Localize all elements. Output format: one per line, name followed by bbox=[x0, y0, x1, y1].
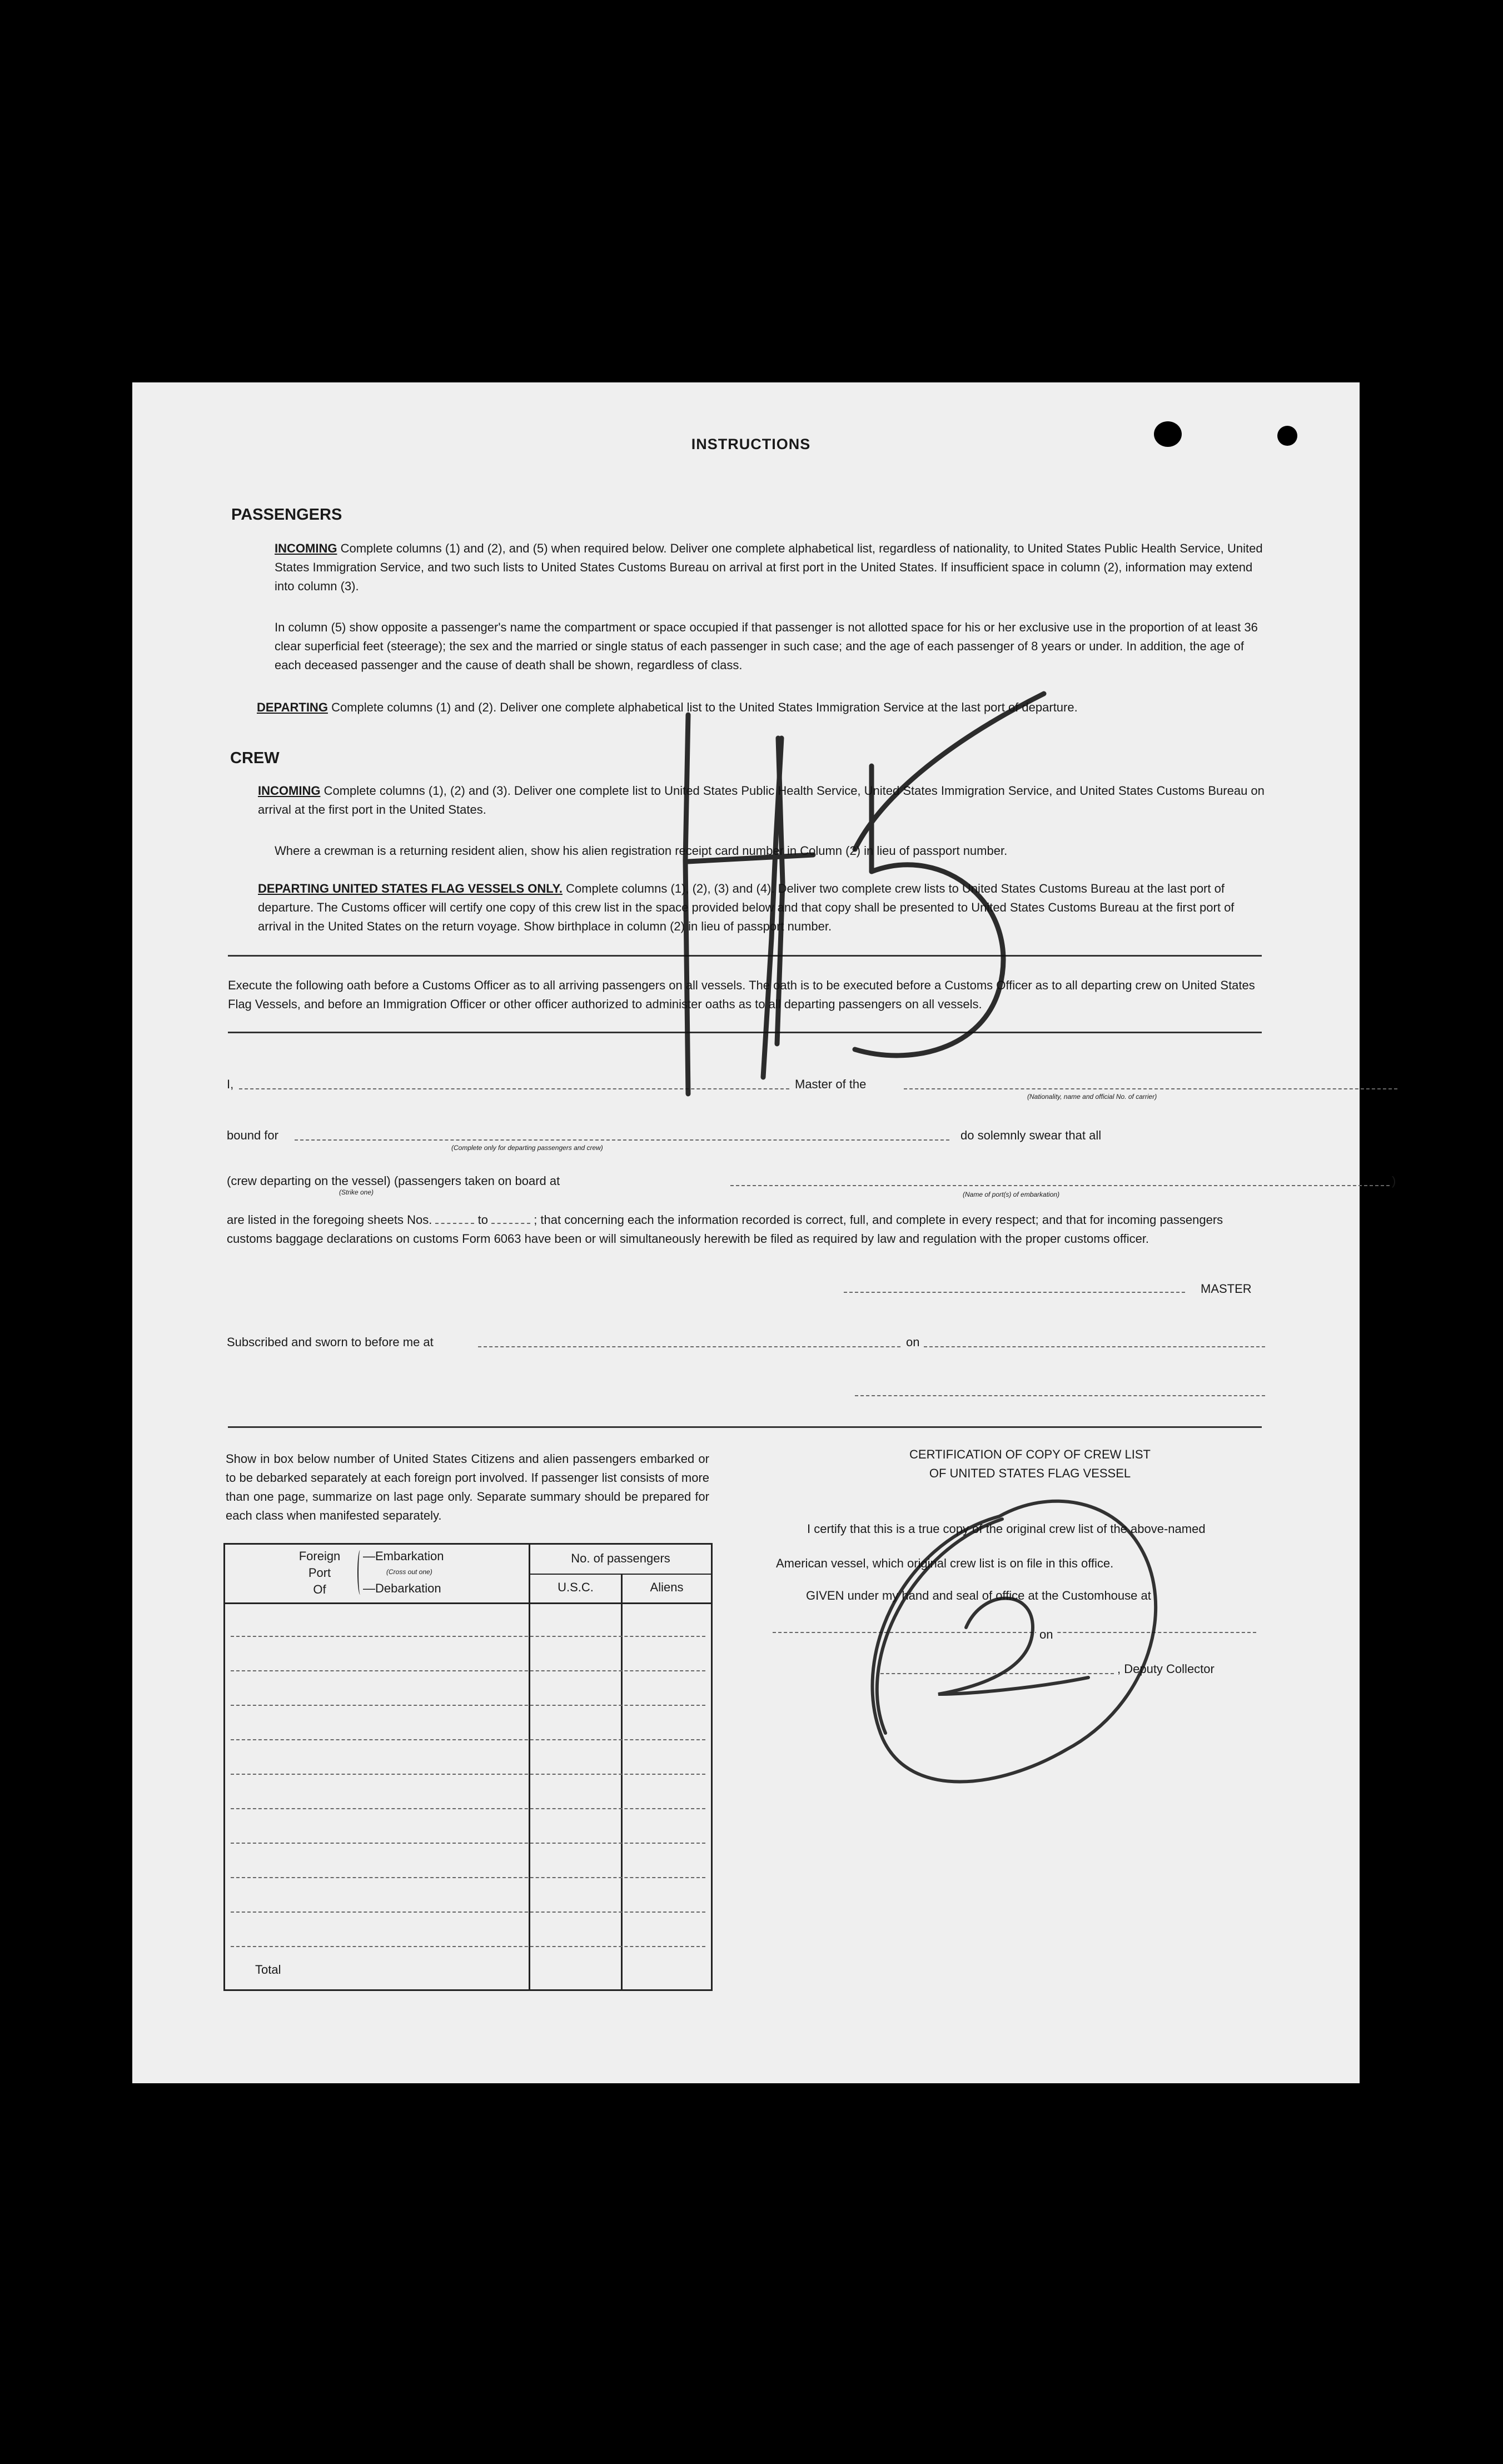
divider-3 bbox=[228, 1426, 1262, 1428]
summary-row-line bbox=[231, 1946, 705, 1947]
officer-signature-line bbox=[855, 1395, 1265, 1396]
no-of-passengers-label: No. of passengers bbox=[571, 1551, 670, 1565]
oath-subscribed: Subscribed and sworn to before me at bbox=[227, 1335, 434, 1349]
port-line bbox=[730, 1185, 1390, 1186]
master-signature-line bbox=[844, 1292, 1185, 1293]
summary-row-line bbox=[231, 1774, 705, 1775]
oath-sheets bbox=[227, 1211, 1266, 1248]
passenger-summary-box bbox=[223, 1543, 713, 1991]
crew-heading: CREW bbox=[230, 749, 280, 767]
crew-departing-block bbox=[258, 879, 1270, 936]
certification-title-2: OF UNITED STATES FLAG VESSEL bbox=[929, 1466, 1131, 1480]
document-page bbox=[132, 382, 1396, 2083]
deputy-signature-line bbox=[880, 1673, 1114, 1674]
customhouse-line bbox=[773, 1632, 1256, 1633]
oath-intro: Execute the following oath before a Customs Officer as to all arriving passengers on all vessels. The oath is to be executed before a Customs Officer as to all departing crew on United States Flag Vessels, and before an Immigration Officer or other officer authorized to administer oaths as to all departing passengers on all vessels. bbox=[228, 978, 1255, 1011]
oath-crew-line: (crew departing on the vessel) (passengers taken on board at bbox=[227, 1174, 560, 1188]
sworn-date-line bbox=[924, 1346, 1265, 1347]
bound-for-line bbox=[295, 1139, 949, 1141]
summary-row-line bbox=[231, 1705, 705, 1706]
passengers-departing-block bbox=[257, 698, 1266, 717]
summary-row-line bbox=[231, 1877, 705, 1878]
oath-sheets-a: are listed in the foregoing sheets Nos. bbox=[227, 1213, 432, 1227]
master-name-line bbox=[239, 1088, 789, 1089]
crew-resident-text: Where a crewman is a returning resident alien, show his alien registration receipt card number in Column (2) in lieu of passport number. bbox=[275, 844, 1008, 858]
page-title: INSTRUCTIONS bbox=[691, 436, 811, 452]
certification-text-2: American vessel, which original crew list is on file in this office. bbox=[776, 1556, 1114, 1570]
crew-departing-label: DEPARTING UNITED STATES FLAG VESSELS ONLY. bbox=[258, 882, 563, 895]
passengers-incoming-label: INCOMING bbox=[275, 541, 337, 555]
carrier-hint: (Nationality, name and official No. of carrier) bbox=[1027, 1093, 1157, 1101]
oath-swear: do solemnly swear that all bbox=[960, 1128, 1102, 1142]
crew-departing-text: Complete columns (1), (2), (3) and (4). Deliver two complete crew lists to United States Customs Bureau at the last port of departure. The Customs officer will certify one copy of this crew list in the space provided below and that copy shall be presented to United States Customs Bureau at the first port of arrival in the United States on the return voyage. Show birthplace in column (2) in lieu of passport number. bbox=[258, 882, 1235, 933]
port-label: Port bbox=[308, 1566, 331, 1580]
summary-row-line bbox=[231, 1636, 705, 1637]
aliens-label: Aliens bbox=[650, 1580, 684, 1594]
sworn-place-line bbox=[478, 1346, 900, 1347]
of-label: Of bbox=[313, 1582, 326, 1596]
passengers-incoming-text: Complete columns (1) and (2), and (5) when required below. Deliver one complete alphabetical list, regardless of nationality, to United States Public Health Service, United States Immigration Service, and two such lists to United States Customs Bureau on arrival at first port in the United States. If insufficient space in column (2), information may extend into column (3). bbox=[275, 541, 1263, 593]
embarkation-label: —Embarkation bbox=[363, 1549, 444, 1563]
certification-text-3: GIVEN under my hand and seal of office at the Customhouse at bbox=[806, 1589, 1151, 1602]
debarkation-label: —Debarkation bbox=[363, 1581, 441, 1595]
crew-incoming-block bbox=[258, 781, 1270, 819]
oath-sheets-to: to bbox=[477, 1213, 488, 1227]
summary-row-line bbox=[231, 1670, 705, 1671]
carrier-line bbox=[904, 1088, 1397, 1089]
strike-hint: (Strike one) bbox=[339, 1188, 374, 1196]
cross-out-hint: (Cross out one) bbox=[386, 1568, 432, 1576]
crew-incoming-label: INCOMING bbox=[258, 784, 321, 798]
passengers-departing-text: Complete columns (1) and (2). Deliver one complete alphabetical list to the United States Immigration Service at the last port of departure. bbox=[331, 700, 1078, 714]
summary-row-line bbox=[231, 1843, 705, 1844]
certification-on: on bbox=[1036, 1625, 1056, 1644]
master-label: MASTER bbox=[1201, 1282, 1252, 1296]
oath-sheets-b: ; that concerning each the information recorded is correct, full, and complete in every respect; and that for incoming passengers customs baggage declarations on customs Form 6063 have been or will simultaneously herewith be filed as required by law and regulation with the proper customs officer. bbox=[227, 1213, 1223, 1246]
oath-master-of: Master of the bbox=[795, 1077, 867, 1091]
foreign-port-of bbox=[286, 1548, 353, 1598]
foreign-label: Foreign bbox=[298, 1549, 341, 1563]
oath-close-paren: ) bbox=[1392, 1174, 1396, 1188]
certification-text-1: I certify that this is a true copy of the original crew list of the above-named bbox=[807, 1522, 1206, 1536]
passengers-incoming-block bbox=[275, 539, 1266, 596]
total-label: Total bbox=[255, 1963, 281, 1977]
summary-instructions: Show in box below number of United States Citizens and alien passengers embarked or to be debarked separately at each foreign port involved. If passenger list consists of more than one page, summarize on last page only. Separate summary should be prepared for each class when manifested separately. bbox=[226, 1452, 709, 1522]
passengers-column5-text: In column (5) show opposite a passenger's name the compartment or space occupied if that passenger is not allotted space for his or her exclusive use in the proportion of at least 36 clear superficial feet (steerage); the sex and the married or single status of each passenger in such case; and the age of each passenger of 8 years or under. In addition, the age of each deceased passenger and the cause of death shall be shown, regardless of class. bbox=[275, 620, 1258, 672]
oath-bound-for: bound for bbox=[227, 1128, 278, 1142]
port-hint: (Name of port(s) of embarkation) bbox=[963, 1191, 1060, 1198]
summary-row-line bbox=[231, 1912, 705, 1913]
divider-2 bbox=[228, 1032, 1262, 1033]
bound-for-hint: (Complete only for departing passengers and crew) bbox=[451, 1144, 603, 1152]
passengers-heading: PASSENGERS bbox=[231, 506, 342, 524]
summary-row-line bbox=[231, 1808, 705, 1809]
passengers-departing-label: DEPARTING bbox=[257, 700, 328, 714]
certification-title-1: CERTIFICATION OF COPY OF CREW LIST bbox=[909, 1447, 1151, 1461]
oath-i-label: I, bbox=[227, 1077, 234, 1091]
certification-deputy: , Deputy Collector bbox=[1117, 1662, 1215, 1676]
crew-incoming-text: Complete columns (1), (2) and (3). Deliver one complete list to United States Public Health Service, United States Immigration Service, and United States Customs Bureau on arrival at the first port in the United States. bbox=[258, 784, 1265, 817]
divider-1 bbox=[228, 955, 1262, 957]
summary-row-line bbox=[231, 1739, 705, 1740]
oath-on: on bbox=[906, 1335, 920, 1349]
usc-label: U.S.C. bbox=[558, 1580, 594, 1594]
